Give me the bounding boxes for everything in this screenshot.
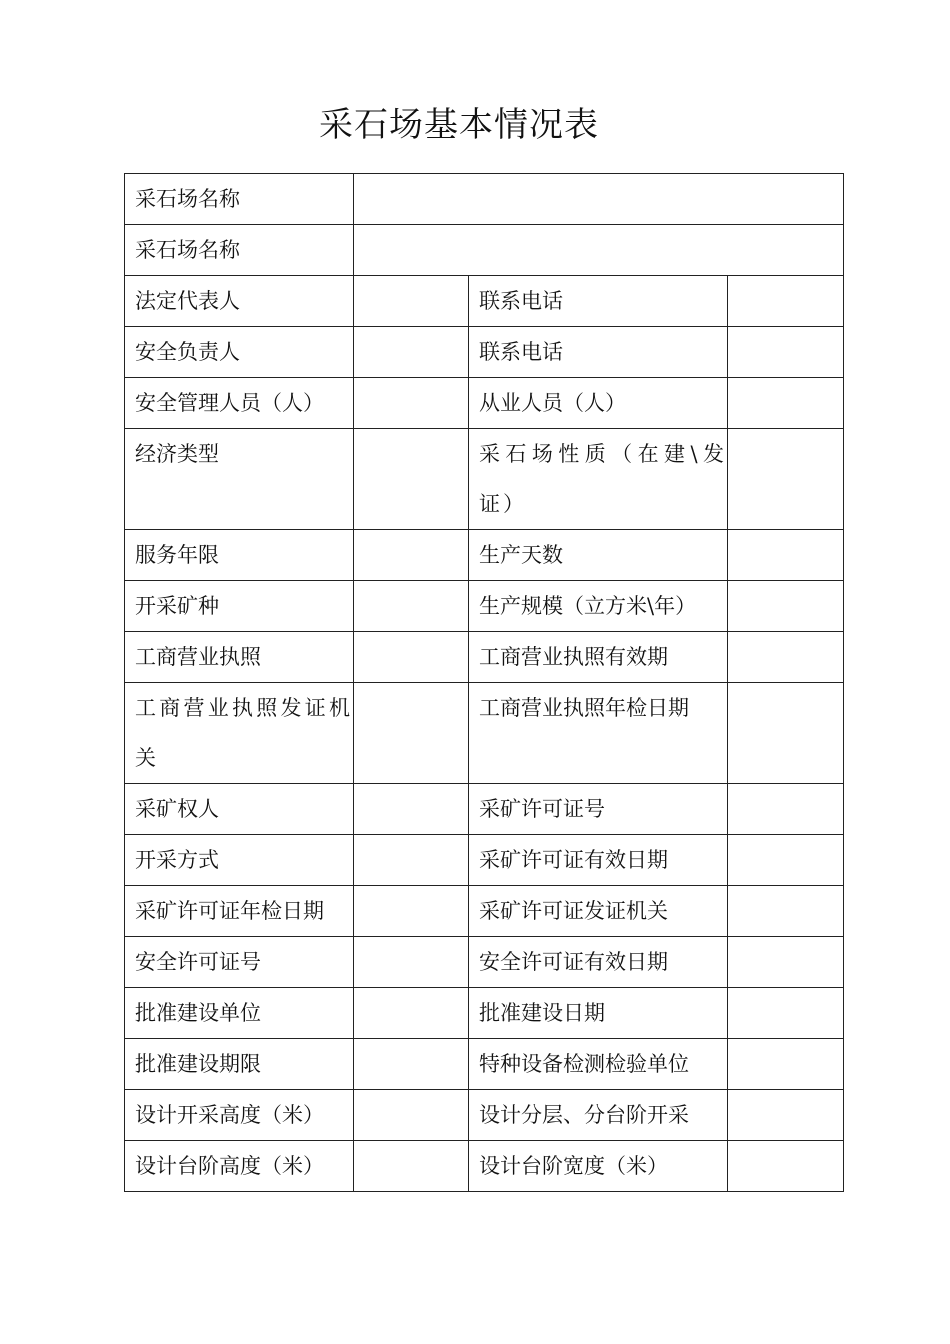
quarry-name-value-2[interactable] xyxy=(354,225,844,276)
row-left-value[interactable] xyxy=(354,835,469,886)
row-right-value[interactable] xyxy=(728,581,844,632)
row-right-label: 设计台阶宽度（米） xyxy=(469,1141,728,1192)
row-left-label: 工商营业执照 xyxy=(125,632,354,683)
row-right-value[interactable] xyxy=(728,632,844,683)
row-right-label: 工商营业执照年检日期 xyxy=(469,683,728,784)
table-row xyxy=(125,1039,844,1090)
row-right-label: 工商营业执照有效期 xyxy=(469,632,728,683)
row-left-label: 法定代表人 xyxy=(125,276,354,327)
row-left-label: 服务年限 xyxy=(125,530,354,581)
row-left-value[interactable] xyxy=(354,1039,469,1090)
row-right-label: 采矿许可证有效日期 xyxy=(469,835,728,886)
row-right-label: 安全许可证有效日期 xyxy=(469,937,728,988)
row-right-label: 采石场性质（在建\发证） xyxy=(469,429,728,530)
quarry-name-label-2: 采石场名称 xyxy=(125,225,354,276)
table-row xyxy=(125,429,844,530)
row-left-label: 设计台阶高度（米） xyxy=(125,1141,354,1192)
row-right-label: 批准建设日期 xyxy=(469,988,728,1039)
row-right-label: 联系电话 xyxy=(469,276,728,327)
table-row xyxy=(125,174,844,225)
row-left-value[interactable] xyxy=(354,1141,469,1192)
row-left-label: 批准建设期限 xyxy=(125,1039,354,1090)
row-right-value[interactable] xyxy=(728,886,844,937)
row-right-value[interactable] xyxy=(728,1039,844,1090)
row-left-label: 开采矿种 xyxy=(125,581,354,632)
row-left-label: 采矿许可证年检日期 xyxy=(125,886,354,937)
row-left-value[interactable] xyxy=(354,530,469,581)
row-right-value[interactable] xyxy=(728,835,844,886)
row-left-label: 开采方式 xyxy=(125,835,354,886)
table-row xyxy=(125,1090,844,1141)
quarry-name-label: 采石场名称 xyxy=(125,174,354,225)
row-left-value[interactable] xyxy=(354,886,469,937)
page-title: 采石场基本情况表 xyxy=(319,105,599,145)
row-right-value[interactable] xyxy=(728,378,844,429)
row-left-label: 批准建设单位 xyxy=(125,988,354,1039)
table-row xyxy=(125,835,844,886)
table-row xyxy=(125,937,844,988)
row-left-value[interactable] xyxy=(354,784,469,835)
table-row xyxy=(125,988,844,1039)
row-right-value[interactable] xyxy=(728,530,844,581)
row-right-value[interactable] xyxy=(728,276,844,327)
row-right-label: 联系电话 xyxy=(469,327,728,378)
row-right-label: 生产规模（立方米\年） xyxy=(469,581,728,632)
row-right-value[interactable] xyxy=(728,1090,844,1141)
row-right-label: 采矿许可证号 xyxy=(469,784,728,835)
row-left-value[interactable] xyxy=(354,683,469,784)
row-right-value[interactable] xyxy=(728,683,844,784)
row-left-value[interactable] xyxy=(354,429,469,530)
table-row xyxy=(125,683,844,784)
row-left-label: 工商营业执照发证机关 xyxy=(125,683,354,784)
row-right-value[interactable] xyxy=(728,937,844,988)
table-row xyxy=(125,327,844,378)
row-left-label: 安全管理人员（人） xyxy=(125,378,354,429)
row-right-label: 特种设备检测检验单位 xyxy=(469,1039,728,1090)
row-left-label: 设计开采高度（米） xyxy=(125,1090,354,1141)
row-left-label: 安全许可证号 xyxy=(125,937,354,988)
table-row xyxy=(125,581,844,632)
row-left-value[interactable] xyxy=(354,276,469,327)
row-left-value[interactable] xyxy=(354,327,469,378)
row-right-label: 采矿许可证发证机关 xyxy=(469,886,728,937)
quarry-name-value[interactable] xyxy=(354,174,844,225)
row-right-label: 从业人员（人） xyxy=(469,378,728,429)
row-right-value[interactable] xyxy=(728,1141,844,1192)
row-left-value[interactable] xyxy=(354,581,469,632)
row-right-label: 生产天数 xyxy=(469,530,728,581)
row-left-value[interactable] xyxy=(354,378,469,429)
row-left-label: 采矿权人 xyxy=(125,784,354,835)
row-right-value[interactable] xyxy=(728,784,844,835)
row-right-label: 设计分层、分台阶开采 xyxy=(469,1090,728,1141)
row-left-value[interactable] xyxy=(354,1090,469,1141)
info-table xyxy=(124,173,844,1192)
table-row xyxy=(125,225,844,276)
table-row xyxy=(125,784,844,835)
row-left-label: 经济类型 xyxy=(125,429,354,530)
row-left-value[interactable] xyxy=(354,632,469,683)
table-row xyxy=(125,378,844,429)
row-right-value[interactable] xyxy=(728,988,844,1039)
row-right-value[interactable] xyxy=(728,327,844,378)
table-row xyxy=(125,530,844,581)
row-right-value[interactable] xyxy=(728,429,844,530)
table-row xyxy=(125,1141,844,1192)
row-left-label: 安全负责人 xyxy=(125,327,354,378)
row-left-value[interactable] xyxy=(354,937,469,988)
table-row xyxy=(125,632,844,683)
table-row xyxy=(125,886,844,937)
row-left-value[interactable] xyxy=(354,988,469,1039)
table-row xyxy=(125,276,844,327)
